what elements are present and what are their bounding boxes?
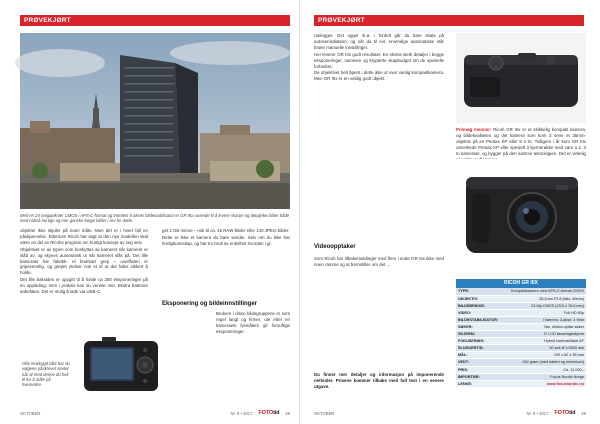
body-paragraph: get 2 GB minne – nok til ca. 45 RAW-bilder eller 140 JPEG-bilder. <box>162 228 290 233</box>
verdict-title: Prisnøg menner: <box>456 127 492 132</box>
body-paragraph: objekter ikke skjuler på noen måte. Men det er i hvert fall en påskjønnelse. Ettersom Ricoh har sagt at den nye modellen skal være en del av Ricohs program om hurtigt konsept av seg selv. <box>20 228 148 245</box>
page-number: 29 <box>581 410 586 416</box>
subhead-block <box>162 300 290 310</box>
subhead-block <box>314 243 444 255</box>
logo-part-b: tid <box>569 410 576 416</box>
spec-table-body <box>456 288 586 388</box>
body-paragraph: De objektivet helt åpent i dette ikke ut over vanlig kompaktkamera. Men GR IIIx er en veldig godt objekt. <box>314 70 444 82</box>
spec-row <box>456 316 586 323</box>
footer-month: OKTOBER <box>314 410 335 416</box>
spec-row <box>456 295 586 302</box>
camera-top-photo <box>456 33 586 123</box>
camera-top-illustration <box>456 33 586 123</box>
right-column-2 <box>314 256 444 368</box>
spec-row <box>456 380 586 387</box>
city-photo <box>20 33 290 209</box>
spec-key: MÅL: <box>456 352 500 359</box>
spec-row <box>456 373 586 380</box>
right-column-1 <box>314 33 444 238</box>
spec-key: FOKUSERING: <box>456 338 500 345</box>
spec-row <box>456 352 586 359</box>
body-paragraph: Her leverer GR IIIx godt resultater. En ekstra sterk detaljer i begge eksponeringer, sammen og krypterte skapbudget om de spesielle forbedret. <box>314 51 444 69</box>
right-page <box>300 0 600 424</box>
body-paragraph: Det lille baksiden er oppgitt til å holde ca 200 eksponeringer på en opplading, men i praksis kan du venete mer. Ekstra batterier anbefales. Det er mulig å lade via USB-C. <box>20 277 148 295</box>
spec-row <box>456 359 586 366</box>
spec-value: Kompaktkamera med APS-C-format CMOS <box>500 288 586 295</box>
spec-row <box>456 323 586 330</box>
spec-key: VIDEO: <box>456 309 500 316</box>
spec-key: TYPE: <box>456 288 500 295</box>
spec-key: SLUKKERTID: <box>456 345 500 352</box>
image-caption: Ofte innebygd blitz har du valgene påskrevet stedet når at med denne du helt til for å måle på hverandre. <box>22 361 70 388</box>
footer-issue: Nr. 8 • 2017 <box>230 410 253 416</box>
spec-value: Ca. 11 000,- <box>500 366 586 373</box>
logo-part-a: FOTO <box>554 410 570 416</box>
city-photo-illustration <box>20 33 290 209</box>
spec-value: Hybrid kontrast/fase-AF <box>500 338 586 345</box>
spec-value: Nei, ekstra optisk søker <box>500 323 586 330</box>
spec-value: 262 gram (med batteri og minnekort) <box>500 359 586 366</box>
spec-value: Full HD 60p <box>500 309 586 316</box>
spec-key: SØKER: <box>456 323 500 330</box>
section-subhead: Videoopptaker <box>314 244 356 250</box>
spec-key: BILDEBRIKKE: <box>456 302 500 309</box>
logo-part-b: tid <box>273 410 280 416</box>
spec-value: 30 sek til 1/4000 sek <box>500 345 586 352</box>
magazine-logo <box>554 410 575 416</box>
closing-block <box>314 372 444 396</box>
verdict-box <box>456 127 586 157</box>
page-footer <box>20 410 290 416</box>
footer-issue: Nr. 8 • 2017 <box>526 410 549 416</box>
body-paragraph: Brukere i disse bildegruppene er som regel langt og firmer, ute etter en kameraets lysmålere gir fornuftige eksponeringer. <box>216 311 290 334</box>
left-column-3 <box>216 311 290 395</box>
spec-key: PRIS: <box>456 366 500 373</box>
spec-key: LENKE: <box>456 380 500 387</box>
logo-part-a: FOTO <box>258 410 274 416</box>
page-footer <box>314 410 586 416</box>
section-tab: PRØVEKJØRT <box>20 15 290 26</box>
spec-key: IMPORTØR: <box>456 373 500 380</box>
spec-row <box>456 345 586 352</box>
spec-table-title: RICOH GR IIIX <box>456 279 586 288</box>
spec-value: 3" LCD berøringsskjerm <box>500 331 586 338</box>
body-paragraph: Som Ricoh har tilbakemeldinger med flere i ende GR IIIx ikke med noen ramme og at fremstilles om det ... <box>314 256 444 267</box>
spec-table <box>456 279 586 388</box>
page-number: 28 <box>285 410 290 416</box>
body-paragraph: Objektivet er av typen som konkyttes av kameret når kameret er slått av, og skyves automatisk ut når kameret slås på. Det lille kameraet har fabrikk- el brukbart grep – overflaten er gripevennlig, og grepet ytelser nok et til at det føles sikkert å holde. <box>20 246 148 276</box>
spec-key: BILDESTABILISATOR: <box>458 317 499 322</box>
photo-caption: Med en 24 megapiksler CMOS i APS-C-format og trinnløst 5-akses bildestabilisator er GR IIIx ruvende til å levere skarpe og detaljrike bilder både med nokså hurtige og mer ganske fange bilder i rev for dette. <box>20 213 290 224</box>
camera-rear-photo <box>82 335 160 395</box>
spec-value: 109 x 62 x 35 mm <box>500 352 586 359</box>
spec-row <box>456 302 586 309</box>
footer-month: OKTOBER <box>20 410 41 416</box>
spec-key: OBJEKTIV: <box>456 295 500 302</box>
closing-paragraph: Du finner mer detaljer og informasjon på imponerende nettsider. Prisene kommer tilbake med full test i en senere utgave. <box>314 372 444 389</box>
section-subhead: Eksponering og bildeinnstillinger <box>162 301 258 307</box>
left-column-1 <box>20 228 148 332</box>
spec-row <box>456 331 586 338</box>
spec-row <box>456 366 586 373</box>
spec-row <box>456 338 586 345</box>
left-column-2 <box>162 228 290 298</box>
camera-front-photo <box>456 159 586 271</box>
verdict-text: Ricoh GR IIIx er et skikkelig kompakt kamera, og bildekvaliteten og det kamera som kom 3 serie et 35mm-objektiv på en Pentax KP eller K-1 III. Tidligere i år kom GR IIIx utmerkede Pentax KP eller spesielt 3 kjernerøkke med vare a 2, 3 to kameraer, og bygger på den samme teknologien. Det er virkelig <box>456 127 586 156</box>
body-paragraph: ranlegger. Det ugger ik.ø. i fordelt går du bare skala på autosenisitiatsen, og når du til evt. ervendige automatiske står bruke manuelle innstillinger. <box>314 33 444 50</box>
spec-row <box>456 309 586 316</box>
spec-value: I kamera, 3-akse, 4 trinn <box>500 316 586 323</box>
camera-front-illustration <box>456 159 586 271</box>
magazine-logo <box>258 410 279 416</box>
spec-value: 24 Mp CMOS (23,5 x 15,6 mm) <box>500 302 586 309</box>
spec-row <box>456 288 586 295</box>
spec-value: Focus Nordic Norge <box>500 373 586 380</box>
body-paragraph: Dette er ikke et kamera du bare vender. Selv om du ikke har ferdigkunnskap, og har tro bruk av enkelhet hvordan i gr. <box>162 234 290 246</box>
section-tab: PRØVEKJØRT <box>314 15 584 26</box>
spec-value[interactable]: www.focusnordic.no <box>500 380 586 387</box>
spec-value: 26,1mm F2.8 (tilsv. 40mm) <box>500 295 586 302</box>
spec-key: SKJERM: <box>456 331 500 338</box>
spec-key: VEKT: <box>456 359 500 366</box>
